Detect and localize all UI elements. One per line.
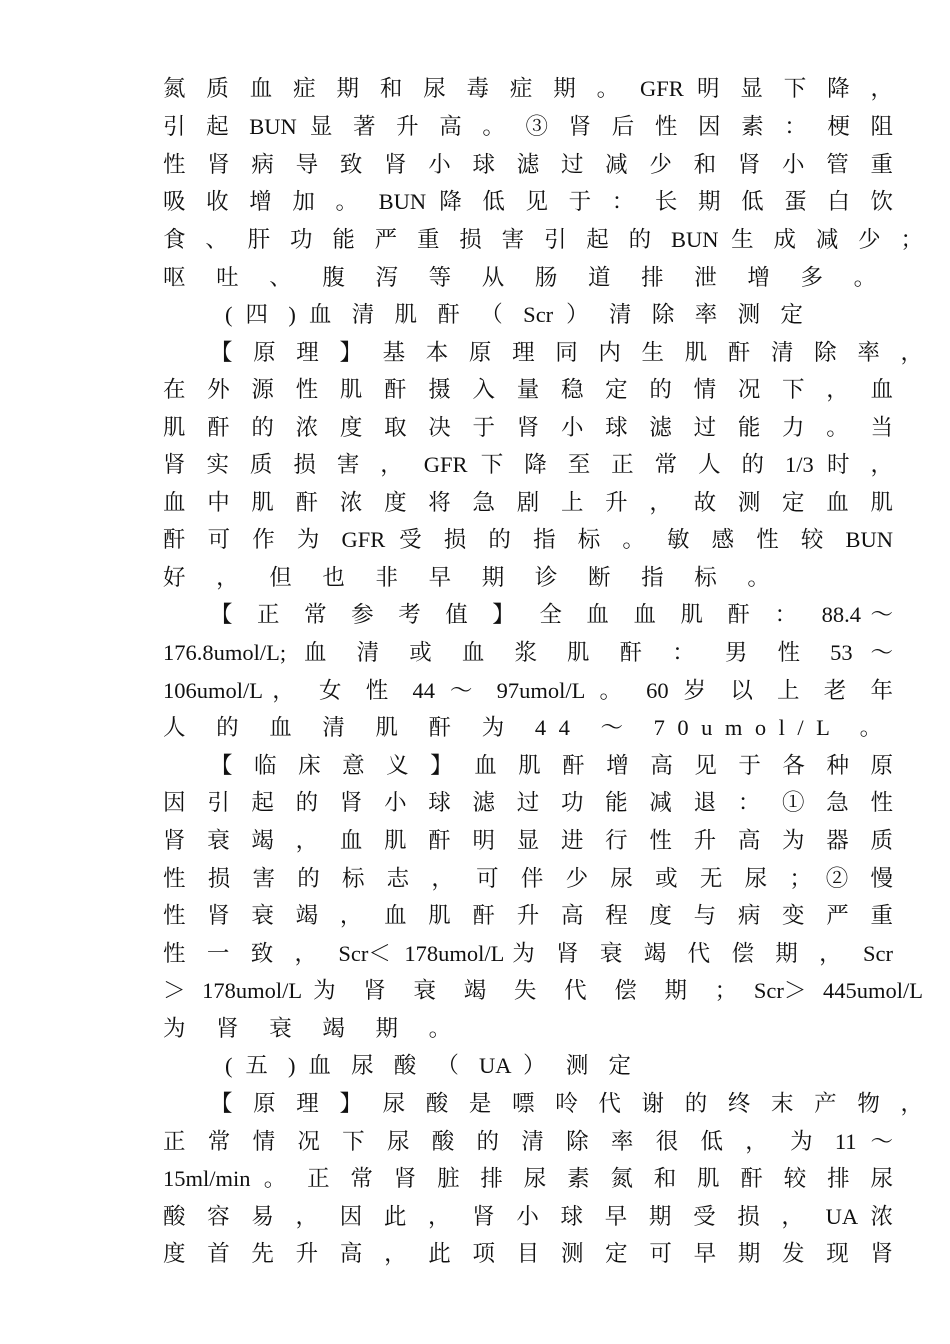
text-line: 吸 收 增 加 。 BUN 降 低 见 于 ： 长 期 低 蛋 白 饮	[163, 189, 893, 214]
text-line: 106umol/L， 女 性 44 ～ 97umol/L 。 60 岁 以 上 老 年	[163, 678, 893, 703]
text-line: 酐 可 作 为 GFR 受 损 的 指 标 。 敏 感 性 较 BUN	[163, 527, 893, 552]
section-heading: ( 五 ) 血 尿 酸 （ UA ） 测 定	[225, 1053, 631, 1078]
text-line: 血 中 肌 酐 浓 度 将 急 剧 上 升 ， 故 测 定 血 肌	[163, 490, 893, 515]
text-line: 【 原 理 】 尿 酸 是 嘌 呤 代 谢 的 终 末 产 物 ，	[210, 1091, 923, 1116]
text-line: 为 肾 衰 竭 期 。	[163, 1016, 464, 1041]
text-line: 人 的 血 清 肌 酐 为 44 ～ 70umol/L 。	[163, 715, 895, 740]
text-line: 在 外 源 性 肌 酐 摄 入 量 稳 定 的 情 况 下 ， 血	[163, 377, 893, 402]
text-line: 【 原 理 】 基 本 原 理 同 内 生 肌 酐 清 除 率 ，	[210, 340, 923, 365]
text-line: 性 肾 衰 竭 ， 血 肌 酐 升 高 程 度 与 病 变 严 重	[163, 903, 893, 928]
text-line: 15ml/min 。 正 常 肾 脏 排 尿 素 氮 和 肌 酐 较 排 尿	[163, 1166, 893, 1191]
text-line: ＞ 178umol/L为 肾 衰 竭 失 代 偿 期 ； Scr＞ 445umol/L	[163, 978, 923, 1003]
text-line: 性 一 致 ， Scr＜ 178umol/L为 肾 衰 竭 代 偿 期 ， Scr	[163, 941, 893, 966]
text-line: 【 临 床 意 义 】 血 肌 酐 增 高 见 于 各 种 原	[210, 753, 893, 778]
text-line: 好 ， 但 也 非 早 期 诊 断 指 标 。	[163, 565, 783, 590]
text-line: 肾 衰 竭 ， 血 肌 酐 明 显 进 行 性 升 高 为 器 质	[163, 828, 893, 853]
text-line: 酸 容 易 ， 因 此 ， 肾 小 球 早 期 受 损 ， UA 浓	[163, 1204, 893, 1229]
text-line: 【 正 常 参 考 值 】 全 血 血 肌 酐 ： 88.4～	[210, 602, 893, 627]
text-line: 因 引 起 的 肾 小 球 滤 过 功 能 减 退 ： ① 急 性	[163, 790, 893, 815]
text-line: 性 损 害 的 标 志 ， 可 伴 少 尿 或 无 尿 ； ② 慢	[163, 866, 893, 891]
section-heading: ( 四 ) 血 清 肌 酐 （ Scr ） 清 除 率 测 定	[225, 302, 803, 327]
text-line: 176.8umol/L; 血 清 或 血 浆 肌 酐 ： 男 性 53 ～	[163, 640, 893, 665]
text-line: 呕 吐 、 腹 泻 等 从 肠 道 排 泄 增 多 。	[163, 265, 889, 290]
text-line: 度 首 先 升 高 ， 此 项 目 测 定 可 早 期 发 现 肾	[163, 1241, 893, 1266]
text-line: 性 肾 病 导 致 肾 小 球 滤 过 减 少 和 肾 小 管 重	[163, 152, 893, 177]
text-line: 肾 实 质 损 害 ， GFR 下 降 至 正 常 人 的 1/3 时 ，	[163, 452, 893, 477]
text-line: 肌 酐 的 浓 度 取 决 于 肾 小 球 滤 过 能 力 。 当	[163, 415, 893, 440]
text-line: 氮 质 血 症 期 和 尿 毒 症 期 。 GFR 明 显 下 降 ，	[163, 76, 893, 101]
text-line: 食 、 肝 功 能 严 重 损 害 引 起 的 BUN 生 成 减 少 ；	[163, 227, 923, 252]
text-line: 正 常 情 况 下 尿 酸 的 清 除 率 很 低 ， 为 11 ～	[163, 1129, 893, 1154]
text-line: 引 起 BUN 显 著 升 高 。 ③ 肾 后 性 因 素 ： 梗 阻	[163, 114, 893, 139]
